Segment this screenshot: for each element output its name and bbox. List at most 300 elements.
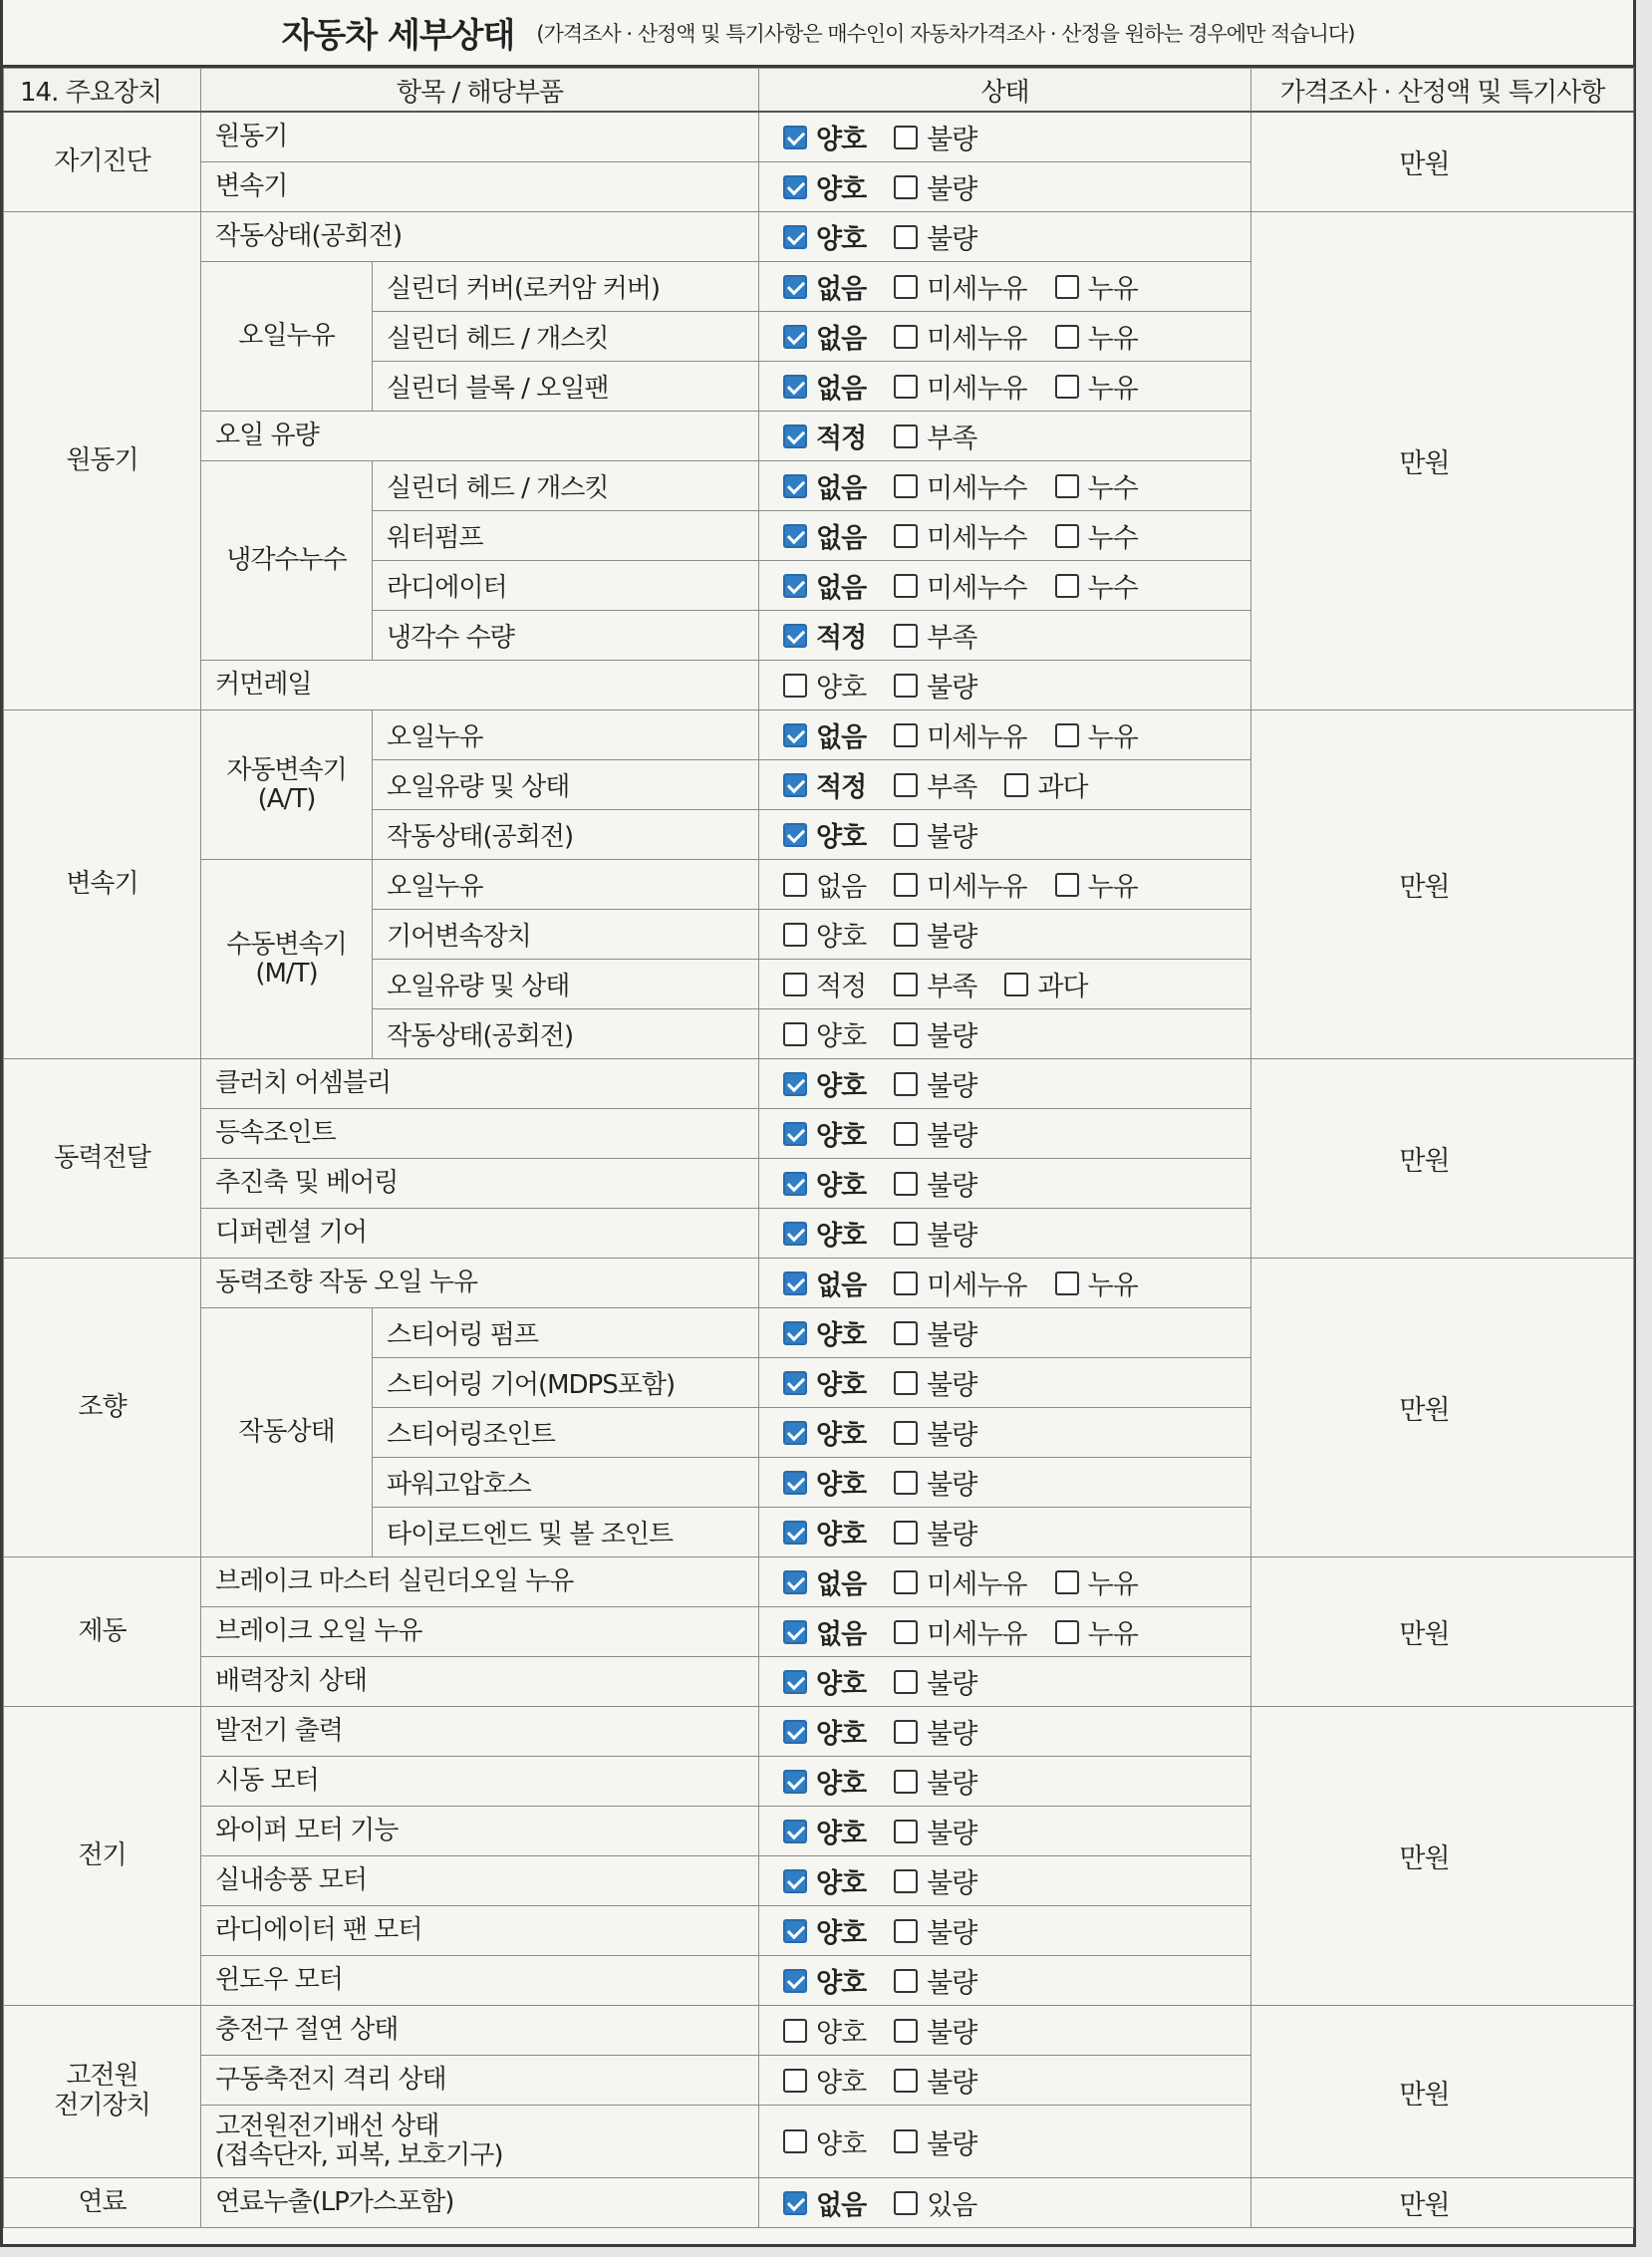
price-cell[interactable] [1251, 710, 1634, 1059]
status-option[interactable] [783, 118, 866, 156]
status-option-label: 과다 [1037, 772, 1088, 803]
status-option[interactable] [783, 715, 866, 754]
status-option[interactable] [894, 865, 1026, 904]
status-option-label: 양호 [816, 2068, 867, 2099]
status-option-label: 불량 [927, 1221, 977, 1252]
checkbox-icon[interactable] [1055, 275, 1079, 299]
status-option[interactable] [783, 2011, 866, 2050]
checkbox-icon[interactable] [894, 1371, 918, 1395]
status-option-label: 없음 [816, 1569, 867, 1600]
checkbox-icon[interactable] [894, 674, 918, 698]
item-name: 라디에이터 팬 모터 [201, 1906, 759, 1956]
status-option-label: 불량 [927, 673, 977, 704]
checked-box-icon[interactable] [783, 2191, 807, 2215]
checkbox-icon[interactable] [894, 474, 918, 498]
sub-group-name: 오일누유 [201, 262, 373, 412]
price-cell[interactable] [1251, 1557, 1634, 1707]
item-name: 실린더 헤드 / 개스킷 [373, 461, 759, 511]
status-option[interactable] [783, 217, 866, 256]
checkbox-icon[interactable] [894, 1770, 918, 1794]
status-option-label: 적정 [816, 623, 867, 654]
checkbox-icon[interactable] [894, 2069, 918, 2093]
checkbox-icon[interactable] [894, 2191, 918, 2215]
checked-box-icon[interactable] [783, 574, 807, 598]
checked-box-icon[interactable] [783, 325, 807, 349]
checkbox-icon[interactable] [894, 1271, 918, 1295]
checked-box-icon[interactable] [783, 275, 807, 299]
checked-box-icon[interactable] [783, 1570, 807, 1594]
price-cell[interactable] [1251, 1059, 1634, 1259]
status-option[interactable] [783, 417, 866, 455]
checkbox-icon[interactable] [894, 524, 918, 548]
section-name: 동력전달 [4, 1059, 201, 1259]
checked-box-icon[interactable] [783, 1271, 807, 1295]
checked-box-icon[interactable] [783, 1321, 807, 1345]
checkbox-icon[interactable] [894, 1321, 918, 1345]
status-option-label: 불량 [927, 1071, 977, 1102]
status-option[interactable] [894, 1762, 976, 1801]
checkbox-icon[interactable] [783, 2019, 807, 2043]
status-option[interactable] [783, 1264, 866, 1302]
checked-box-icon[interactable] [783, 1720, 807, 1744]
checkbox-icon[interactable] [894, 126, 918, 149]
checkbox-icon[interactable] [894, 1869, 918, 1893]
price-cell[interactable] [1251, 2178, 1634, 2228]
checkbox-icon[interactable] [783, 973, 807, 996]
status-option[interactable] [783, 965, 866, 1003]
item-name: 실린더 커버(로커암 커버) [373, 262, 759, 312]
status-option-label: 미세누유 [927, 1619, 1027, 1650]
checkbox-icon[interactable] [894, 1670, 918, 1694]
checkbox-icon[interactable] [894, 873, 918, 897]
status-option[interactable] [894, 1014, 976, 1053]
status-option-label: 양호 [816, 922, 867, 953]
status-option[interactable] [1055, 715, 1138, 754]
checked-box-icon[interactable] [783, 1222, 807, 1246]
status-option[interactable] [783, 865, 866, 904]
checkbox-icon[interactable] [1004, 973, 1028, 996]
status-option[interactable] [783, 915, 866, 954]
status-option[interactable] [783, 1114, 866, 1153]
checkbox-icon[interactable] [894, 1072, 918, 1096]
status-option[interactable] [783, 1064, 866, 1103]
status-option[interactable] [783, 1812, 866, 1850]
checked-box-icon[interactable] [783, 1969, 807, 1993]
status-option[interactable] [783, 815, 866, 854]
checkbox-icon[interactable] [894, 325, 918, 349]
table-row [4, 2006, 1634, 2056]
checkbox-icon[interactable] [894, 175, 918, 199]
status-options [759, 2106, 1251, 2178]
status-option-label: 불량 [927, 1769, 977, 1800]
status-option-label: 없음 [816, 523, 867, 554]
status-option[interactable] [894, 417, 976, 455]
status-option[interactable] [783, 765, 866, 804]
checkbox-icon[interactable] [1055, 723, 1079, 747]
status-options [759, 1109, 1251, 1159]
status-option[interactable] [783, 1313, 866, 1352]
checked-box-icon[interactable] [783, 126, 807, 149]
status-option-label: 없음 [816, 1619, 867, 1650]
status-option[interactable] [894, 2122, 976, 2161]
status-option-label: 누유 [1087, 872, 1138, 903]
checkbox-icon[interactable] [783, 674, 807, 698]
status-option[interactable] [1055, 317, 1138, 356]
status-option[interactable] [783, 1164, 866, 1203]
status-option[interactable] [783, 566, 866, 605]
price-unit: 만원 [1399, 1843, 1450, 1874]
status-option[interactable] [894, 1363, 976, 1402]
status-option[interactable] [894, 317, 1026, 356]
status-option[interactable] [783, 2183, 866, 2222]
checked-box-icon[interactable] [783, 1172, 807, 1196]
price-unit: 만원 [1399, 872, 1450, 903]
checked-box-icon[interactable] [783, 723, 807, 747]
section-name: 조향 [4, 1259, 201, 1557]
status-option[interactable] [894, 965, 976, 1003]
table-row [4, 212, 1634, 262]
checked-box-icon[interactable] [783, 474, 807, 498]
checked-box-icon[interactable] [783, 1770, 807, 1794]
checkbox-icon[interactable] [894, 1969, 918, 1993]
status-option[interactable] [783, 367, 866, 406]
status-options [759, 611, 1251, 661]
status-option[interactable] [894, 267, 1026, 306]
status-option-label: 불량 [927, 174, 977, 205]
status-option[interactable] [894, 815, 976, 854]
status-option[interactable] [894, 516, 1026, 555]
checkbox-icon[interactable] [1055, 873, 1079, 897]
checked-box-icon[interactable] [783, 773, 807, 797]
checkbox-icon[interactable] [894, 823, 918, 847]
status-option[interactable] [894, 466, 1026, 505]
status-option[interactable] [783, 267, 866, 306]
status-options [759, 112, 1251, 162]
status-option[interactable] [894, 2011, 976, 2050]
table-row [4, 2178, 1634, 2228]
price-unit: 만원 [1399, 1395, 1450, 1426]
status-option-label: 부족 [927, 972, 977, 1002]
status-option[interactable] [783, 616, 866, 655]
price-cell[interactable] [1251, 2006, 1634, 2178]
checkbox-icon[interactable] [1055, 1620, 1079, 1644]
price-cell[interactable] [1251, 1259, 1634, 1557]
checkbox-icon[interactable] [1055, 325, 1079, 349]
status-option[interactable] [894, 1313, 976, 1352]
status-option[interactable] [783, 1662, 866, 1701]
checked-box-icon[interactable] [783, 1371, 807, 1395]
status-option-label: 불량 [927, 1370, 977, 1401]
status-option[interactable] [783, 1413, 866, 1452]
status-option[interactable] [894, 1264, 1026, 1302]
status-option[interactable] [1055, 566, 1138, 605]
checkbox-icon[interactable] [894, 1421, 918, 1445]
item-name: 브레이크 마스터 실린더오일 누유 [201, 1557, 759, 1607]
item-name: 기어변속장치 [373, 910, 759, 960]
status-option-label: 누유 [1087, 324, 1138, 355]
status-option-label: 불량 [927, 1669, 977, 1700]
status-options [759, 1956, 1251, 2006]
status-option[interactable] [894, 915, 976, 954]
checked-box-icon[interactable] [783, 1919, 807, 1943]
item-name: 구동축전지 격리 상태 [201, 2056, 759, 2106]
status-option-label: 없음 [816, 2190, 867, 2221]
checkbox-icon[interactable] [783, 923, 807, 947]
status-option[interactable] [783, 1513, 866, 1552]
checked-box-icon[interactable] [783, 424, 807, 448]
status-option-label: 부족 [927, 772, 977, 803]
checkbox-icon[interactable] [894, 275, 918, 299]
status-option[interactable] [894, 666, 976, 705]
status-option[interactable] [894, 167, 976, 206]
status-option[interactable] [783, 1612, 866, 1651]
status-option[interactable] [783, 1712, 866, 1751]
checkbox-icon[interactable] [894, 1570, 918, 1594]
status-option[interactable] [894, 1214, 976, 1253]
status-option-label: 불량 [927, 1868, 977, 1899]
checkbox-icon[interactable] [894, 1172, 918, 1196]
status-option[interactable] [894, 1413, 976, 1452]
checkbox-icon[interactable] [783, 1022, 807, 1046]
status-option-label: 불량 [927, 1968, 977, 1999]
status-option[interactable] [894, 1513, 976, 1552]
checked-box-icon[interactable] [783, 1421, 807, 1445]
checkbox-icon[interactable] [894, 773, 918, 797]
item-name: 충전구 절연 상태 [201, 2006, 759, 2056]
status-option[interactable] [894, 566, 1026, 605]
status-option[interactable] [894, 1961, 976, 2000]
status-option[interactable] [894, 1562, 1026, 1601]
status-options [759, 910, 1251, 960]
checkbox-icon[interactable] [894, 2019, 918, 2043]
item-name: 시동 모터 [201, 1757, 759, 1807]
status-options [759, 162, 1251, 212]
status-option-label: 불량 [927, 1719, 977, 1750]
section-name: 자기진단 [4, 112, 201, 212]
status-option-label: 미세누유 [927, 1270, 1027, 1301]
checkbox-icon[interactable] [894, 2129, 918, 2153]
status-option[interactable] [1055, 865, 1138, 904]
status-option[interactable] [783, 317, 866, 356]
status-option[interactable] [894, 1114, 976, 1153]
checkbox-icon[interactable] [1055, 574, 1079, 598]
status-option[interactable] [894, 1712, 976, 1751]
status-option[interactable] [1004, 765, 1087, 804]
status-options [759, 1209, 1251, 1259]
checkbox-icon[interactable] [894, 1521, 918, 1545]
checkbox-icon[interactable] [894, 574, 918, 598]
status-option-label: 양호 [816, 1221, 867, 1252]
price-cell[interactable] [1251, 212, 1634, 710]
status-option[interactable] [1055, 1264, 1138, 1302]
checkbox-icon[interactable] [894, 1022, 918, 1046]
status-option[interactable] [783, 1911, 866, 1950]
checkbox-icon[interactable] [894, 1620, 918, 1644]
status-option[interactable] [894, 1911, 976, 1950]
status-option-label: 미세누수 [927, 523, 1027, 554]
status-option[interactable] [894, 1662, 976, 1701]
status-options [759, 561, 1251, 611]
status-option-label: 없음 [816, 573, 867, 604]
status-option[interactable] [894, 1064, 976, 1103]
checked-box-icon[interactable] [783, 1670, 807, 1694]
price-cell[interactable] [1251, 112, 1634, 212]
status-option-label: 있음 [927, 2190, 977, 2221]
checked-box-icon[interactable] [783, 1521, 807, 1545]
status-option-label: 양호 [816, 1470, 867, 1501]
checkbox-icon[interactable] [894, 973, 918, 996]
status-option[interactable] [894, 1861, 976, 1900]
checkbox-icon[interactable] [1004, 773, 1028, 797]
item-name: 추진축 및 베어링 [201, 1159, 759, 1209]
item-name: 스티어링조인트 [373, 1408, 759, 1458]
status-option[interactable] [783, 1363, 866, 1402]
checkbox-icon[interactable] [783, 873, 807, 897]
checkbox-icon[interactable] [783, 2129, 807, 2153]
status-option[interactable] [783, 1562, 866, 1601]
checked-box-icon[interactable] [783, 1471, 807, 1495]
checked-box-icon[interactable] [783, 225, 807, 249]
status-option-label: 양호 [816, 174, 867, 205]
checkbox-icon[interactable] [894, 923, 918, 947]
status-option[interactable] [783, 516, 866, 555]
status-options [759, 312, 1251, 362]
item-name: 스티어링 기어(MDPS포함) [373, 1358, 759, 1408]
status-options [759, 960, 1251, 1009]
status-option-label: 불량 [927, 1470, 977, 1501]
status-option[interactable] [783, 1961, 866, 2000]
status-option[interactable] [783, 466, 866, 505]
status-option-label: 누수 [1087, 473, 1138, 504]
table-row [4, 1557, 1634, 1607]
item-name: 연료누출(LP가스포함) [201, 2178, 759, 2228]
status-options [759, 1707, 1251, 1757]
status-option-label: 양호 [816, 1968, 867, 1999]
checkbox-icon[interactable] [1055, 375, 1079, 399]
status-options [759, 1657, 1251, 1707]
checkbox-icon[interactable] [1055, 474, 1079, 498]
status-option-label: 과다 [1037, 972, 1088, 1002]
status-option[interactable] [783, 2122, 866, 2161]
status-options [759, 760, 1251, 810]
checkbox-icon[interactable] [894, 624, 918, 648]
checked-box-icon[interactable] [783, 1072, 807, 1096]
status-option-label: 미세누유 [927, 324, 1027, 355]
status-options [759, 212, 1251, 262]
checkbox-icon[interactable] [894, 1122, 918, 1146]
checkbox-icon[interactable] [894, 1820, 918, 1843]
status-option[interactable] [1055, 516, 1138, 555]
checked-box-icon[interactable] [783, 524, 807, 548]
status-options [759, 1807, 1251, 1856]
status-option-label: 누유 [1087, 1569, 1138, 1600]
status-option[interactable] [783, 666, 866, 705]
status-option[interactable] [783, 1762, 866, 1801]
status-option[interactable] [894, 1812, 976, 1850]
status-option-label: 양호 [816, 1071, 867, 1102]
form-subtitle: (가격조사 · 산정액 및 특기사항은 매수인이 자동차가격조사 · 산정을 원하는 경우에만 적습니다) [536, 21, 1355, 46]
checkbox-icon[interactable] [894, 723, 918, 747]
status-options [759, 511, 1251, 561]
status-option-label: 미세누유 [927, 722, 1027, 753]
checkbox-icon[interactable] [894, 1222, 918, 1246]
status-options [759, 1906, 1251, 1956]
status-option-label: 양호 [816, 1868, 867, 1899]
status-option[interactable] [1055, 466, 1138, 505]
status-option[interactable] [894, 1612, 1026, 1651]
status-option[interactable] [894, 1463, 976, 1502]
checkbox-icon[interactable] [1055, 524, 1079, 548]
checked-box-icon[interactable] [783, 175, 807, 199]
status-option[interactable] [894, 715, 1026, 754]
checkbox-icon[interactable] [1055, 1271, 1079, 1295]
status-option[interactable] [894, 2061, 976, 2100]
status-option[interactable] [1055, 267, 1138, 306]
item-name: 타이로드엔드 및 볼 조인트 [373, 1508, 759, 1557]
status-option[interactable] [1055, 1562, 1138, 1601]
status-option[interactable] [1055, 367, 1138, 406]
item-name: 배력장치 상태 [201, 1657, 759, 1707]
status-option[interactable] [894, 765, 976, 804]
item-name: 클러치 어셈블리 [201, 1059, 759, 1109]
col-header-status: 상태 [759, 69, 1251, 113]
status-option[interactable] [1004, 965, 1087, 1003]
checked-box-icon[interactable] [783, 823, 807, 847]
item-name: 파워고압호스 [373, 1458, 759, 1508]
status-option[interactable] [783, 2061, 866, 2100]
status-option[interactable] [1055, 1612, 1138, 1651]
status-option[interactable] [894, 367, 1026, 406]
sub-group-name: 자동변속기 (A/T) [201, 710, 373, 860]
checkbox-icon[interactable] [894, 1720, 918, 1744]
item-name: 등속조인트 [201, 1109, 759, 1159]
checkbox-icon[interactable] [894, 375, 918, 399]
col-header-item: 항목 / 해당부품 [201, 69, 759, 113]
checked-box-icon[interactable] [783, 1620, 807, 1644]
checkbox-icon[interactable] [783, 2069, 807, 2093]
checked-box-icon[interactable] [783, 1820, 807, 1843]
checkbox-icon[interactable] [894, 1471, 918, 1495]
status-option[interactable] [894, 217, 976, 256]
price-cell[interactable] [1251, 1707, 1634, 2006]
status-option[interactable] [894, 616, 976, 655]
status-option-label: 양호 [816, 1021, 867, 1052]
checkbox-icon[interactable] [894, 1919, 918, 1943]
item-name: 디퍼렌셜 기어 [201, 1209, 759, 1259]
status-option[interactable] [894, 118, 976, 156]
checked-box-icon[interactable] [783, 375, 807, 399]
checkbox-icon[interactable] [1055, 1570, 1079, 1594]
status-option[interactable] [783, 167, 866, 206]
status-option-label: 불량 [927, 1918, 977, 1949]
checked-box-icon[interactable] [783, 624, 807, 648]
status-options [759, 1607, 1251, 1657]
checked-box-icon[interactable] [783, 1122, 807, 1146]
status-option[interactable] [783, 1014, 866, 1053]
status-option[interactable] [783, 1861, 866, 1900]
status-option-label: 불량 [927, 1520, 977, 1551]
checkbox-icon[interactable] [894, 424, 918, 448]
status-option[interactable] [894, 2183, 976, 2222]
checked-box-icon[interactable] [783, 1869, 807, 1893]
item-name: 고전원전기배선 상태 (접속단자, 피복, 보호기구) [201, 2106, 759, 2178]
status-option[interactable] [783, 1463, 866, 1502]
status-option[interactable] [894, 1164, 976, 1203]
checkbox-icon[interactable] [894, 225, 918, 249]
status-option-label: 없음 [816, 274, 867, 305]
table-row [4, 112, 1634, 162]
status-option[interactable] [783, 1214, 866, 1253]
